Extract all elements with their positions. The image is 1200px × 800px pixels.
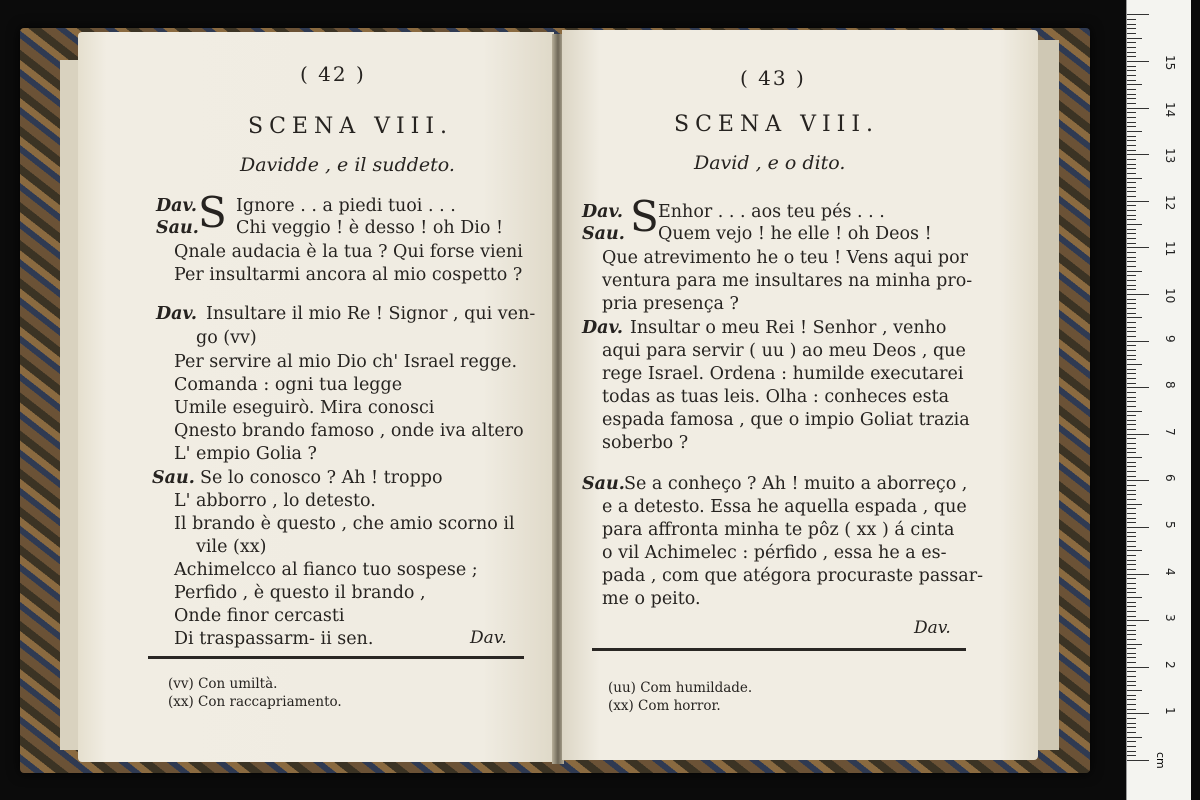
ruler-tick xyxy=(1127,513,1136,514)
ruler-tick xyxy=(1127,560,1136,561)
ruler-tick xyxy=(1127,760,1149,761)
dialogue-line: pria presença ? xyxy=(602,294,739,314)
ruler-tick xyxy=(1127,662,1136,663)
ruler-tick xyxy=(1127,271,1142,272)
ruler-tick xyxy=(1127,378,1136,379)
ruler-tick xyxy=(1127,317,1142,318)
ruler-tick xyxy=(1127,625,1136,626)
ruler-number: 5 xyxy=(1163,521,1177,529)
ruler-tick xyxy=(1127,490,1136,491)
dialogue-line: Per servire al mio Dio ch' Israel regge. xyxy=(174,352,518,372)
ruler-tick xyxy=(1127,364,1142,365)
dialogue-line: Sau. xyxy=(152,468,195,488)
ruler-tick xyxy=(1127,140,1136,141)
dialogue-line: aqui para servir ( uu ) ao meu Deos , que xyxy=(602,341,966,361)
left-page xyxy=(78,32,554,762)
ruler-number: 12 xyxy=(1163,194,1177,211)
ruler-tick xyxy=(1127,359,1136,360)
ruler-number: 3 xyxy=(1163,614,1177,622)
ruler-tick xyxy=(1127,527,1149,528)
right-page xyxy=(562,30,1038,760)
ruler-tick xyxy=(1127,33,1136,34)
dialogue-line: Dav. xyxy=(582,318,624,338)
ruler-tick xyxy=(1127,196,1136,197)
ruler-tick xyxy=(1127,681,1136,682)
ruler-tick xyxy=(1127,215,1136,216)
ruler-number: 13 xyxy=(1163,148,1177,164)
ruler-tick xyxy=(1127,70,1136,71)
ruler-tick xyxy=(1127,126,1136,127)
ruler-tick xyxy=(1127,648,1136,649)
ruler-tick xyxy=(1127,219,1136,220)
footnote-left-1: (vv) Con umiltà. xyxy=(168,676,278,692)
ruler-tick xyxy=(1127,229,1136,230)
dialogue-line: pada , com que atégora procuraste passar- xyxy=(602,566,983,586)
ruler-tick xyxy=(1127,499,1136,500)
ruler-number: 7 xyxy=(1163,427,1177,436)
ruler-tick xyxy=(1127,429,1136,430)
ruler-tick xyxy=(1127,462,1136,463)
ruler-tick xyxy=(1127,657,1136,658)
ruler-tick xyxy=(1127,639,1136,640)
ruler-tick xyxy=(1127,205,1136,206)
ruler-tick xyxy=(1127,457,1142,458)
ruler-tick xyxy=(1127,606,1136,607)
ruler-tick xyxy=(1127,504,1142,505)
ruler-tick xyxy=(1127,14,1149,15)
ruler-tick xyxy=(1127,732,1136,733)
ruler-tick xyxy=(1127,327,1136,328)
ruler-tick xyxy=(1127,47,1136,48)
ruler-tick xyxy=(1127,224,1142,225)
dialogue-line: Insultare il mio Re ! Signor , qui ven- xyxy=(206,304,536,324)
ruler-tick xyxy=(1127,131,1142,132)
dialogue-line: Il brando è questo , che amio scorno il xyxy=(174,514,515,534)
ruler-tick xyxy=(1127,103,1136,104)
dialogue-line: rege Israel. Ordena : humilde executarei xyxy=(602,364,964,384)
ruler-tick xyxy=(1127,583,1136,584)
ruler-tick xyxy=(1127,243,1136,244)
ruler-tick xyxy=(1127,373,1136,374)
ruler-tick xyxy=(1127,602,1136,603)
ruler-tick xyxy=(1127,616,1136,617)
dropcap-right: S xyxy=(630,192,659,241)
ruler-tick xyxy=(1127,247,1149,248)
ruler-tick xyxy=(1127,541,1136,542)
ruler-tick xyxy=(1127,201,1149,202)
footnote-left-2: (xx) Con raccapriamento. xyxy=(168,694,342,710)
ruler-tick xyxy=(1127,695,1136,696)
ruler-tick xyxy=(1127,387,1149,388)
ruler-tick xyxy=(1127,555,1136,556)
ruler-tick xyxy=(1127,653,1136,654)
ruler-tick xyxy=(1127,280,1136,281)
scene-subtitle-left: Davidde , e il suddeto. xyxy=(240,154,455,176)
ruler-tick xyxy=(1127,630,1136,631)
dialogue-line: todas as tuas leis. Olha : conheces esta xyxy=(602,387,950,407)
footnote-rule-right xyxy=(592,648,966,651)
ruler-tick xyxy=(1127,588,1136,589)
ruler-tick xyxy=(1127,452,1136,453)
ruler-tick xyxy=(1127,117,1136,118)
dialogue-line: Ignore . . a piedi tuoi . . . xyxy=(236,196,456,216)
ruler-tick xyxy=(1127,634,1136,635)
footnote-right-2: (xx) Com horror. xyxy=(608,698,721,714)
ruler-tick xyxy=(1127,704,1136,705)
ruler-tick xyxy=(1127,401,1136,402)
dialogue-line: Quem vejo ! he elle ! oh Deos ! xyxy=(658,224,932,244)
ruler-tick xyxy=(1127,494,1136,495)
ruler-tick xyxy=(1127,233,1136,234)
dialogue-line: Perfido , è questo il brando , xyxy=(174,583,426,603)
ruler-tick xyxy=(1127,150,1136,151)
ruler-tick xyxy=(1127,154,1149,155)
ruler-tick xyxy=(1127,84,1142,85)
dialogue-line: Di traspassarm- ii sen. xyxy=(174,629,374,649)
ruler-tick xyxy=(1127,685,1136,686)
dialogue-line: Umile eseguirò. Mira conosci xyxy=(174,398,435,418)
dialogue-line: Se lo conosco ? Ah ! troppo xyxy=(200,468,443,488)
dialogue-line: Se a conheço ? Ah ! muito a aborreço , xyxy=(624,474,968,494)
ruler-tick xyxy=(1127,448,1136,449)
dialogue-line: Chi veggio ! è desso ! oh Dio ! xyxy=(236,218,504,238)
ruler-tick xyxy=(1127,336,1136,337)
ruler-tick xyxy=(1127,136,1136,137)
dialogue-line: Sau. xyxy=(582,474,625,494)
ruler-tick xyxy=(1127,187,1136,188)
scene-title-left: SCENA VIII. xyxy=(248,114,454,139)
ruler-tick xyxy=(1127,285,1136,286)
ruler-tick xyxy=(1127,168,1136,169)
ruler-tick xyxy=(1127,42,1136,43)
ruler-tick xyxy=(1127,66,1136,67)
ruler-tick xyxy=(1127,667,1149,668)
catchword-left: Dav. xyxy=(470,628,507,648)
dialogue-line: Dav. xyxy=(582,202,624,222)
ruler-number: 2 xyxy=(1163,660,1177,669)
ruler-tick xyxy=(1127,471,1136,472)
footnote-right-1: (uu) Com humildade. xyxy=(608,680,753,696)
scene-subtitle-right: David , e o dito. xyxy=(694,152,846,174)
ruler-number: 15 xyxy=(1163,55,1177,71)
ruler-tick xyxy=(1127,341,1149,342)
ruler-tick xyxy=(1127,508,1136,509)
dialogue-line: Per insultarmi ancora al mio cospetto ? xyxy=(174,265,523,285)
ruler-number: 6 xyxy=(1163,474,1177,483)
ruler-tick xyxy=(1127,308,1136,309)
dialogue-line: o vil Achimelec : pérfido , essa he a es- xyxy=(602,543,947,563)
ruler-tick xyxy=(1127,80,1136,81)
dialogue-line: Qnesto brando famoso , onde iva altero xyxy=(174,421,524,441)
ruler-tick xyxy=(1127,723,1136,724)
ruler-tick xyxy=(1127,536,1136,537)
ruler-tick xyxy=(1127,257,1136,258)
ruler-tick xyxy=(1127,252,1136,253)
dialogue-line: Enhor . . . aos teu pés . . . xyxy=(658,202,885,222)
ruler-number: 14 xyxy=(1163,101,1177,117)
ruler-tick xyxy=(1127,164,1136,165)
ruler-tick xyxy=(1127,690,1142,691)
ruler-tick xyxy=(1127,671,1136,672)
ruler-tick xyxy=(1127,746,1136,747)
ruler-tick xyxy=(1127,19,1136,20)
ruler-number: 4 xyxy=(1163,567,1177,576)
ruler-tick xyxy=(1127,397,1136,398)
dialogue-line: Insultar o meu Rei ! Senhor , venho xyxy=(630,318,947,338)
ruler-tick xyxy=(1127,644,1142,645)
ruler-tick xyxy=(1127,755,1136,756)
ruler-number: 9 xyxy=(1163,334,1177,343)
ruler-tick xyxy=(1127,94,1136,95)
ruler-tick xyxy=(1127,122,1136,123)
ruler-tick xyxy=(1127,709,1136,710)
ruler-tick xyxy=(1127,98,1136,99)
dialogue-line: espada famosa , que o impio Goliat trazia xyxy=(602,410,970,430)
dialogue-line: para affronta minha te pôz ( xx ) á cinta xyxy=(602,520,955,540)
dialogue-line: Comanda : ogni tua legge xyxy=(174,375,403,395)
ruler-number: 11 xyxy=(1163,241,1177,257)
ruler-tick xyxy=(1127,727,1136,728)
dialogue-line: Dav. xyxy=(156,304,198,324)
ruler-tick xyxy=(1127,415,1136,416)
dialogue-line: Onde finor cercasti xyxy=(174,606,345,626)
ruler-tick xyxy=(1127,355,1136,356)
ruler-number: 1 xyxy=(1163,707,1177,716)
ruler-tick xyxy=(1127,159,1136,160)
ruler-tick xyxy=(1127,210,1136,211)
ruler-tick xyxy=(1127,313,1136,314)
ruler-tick xyxy=(1127,369,1136,370)
ruler-tick xyxy=(1127,345,1136,346)
dialogue-line: L' empio Golia ? xyxy=(174,444,317,464)
ruler-tick xyxy=(1127,532,1136,533)
ruler-tick xyxy=(1127,564,1136,565)
ruler-tick xyxy=(1127,299,1136,300)
ruler-tick xyxy=(1127,89,1136,90)
ruler-tick xyxy=(1127,289,1136,290)
ruler-tick xyxy=(1127,434,1149,435)
ruler-number: 8 xyxy=(1163,381,1177,389)
ruler-tick xyxy=(1127,406,1136,407)
ruler-tick xyxy=(1127,266,1136,267)
ruler-tick xyxy=(1127,550,1142,551)
ruler-tick xyxy=(1127,597,1142,598)
ruler-tick xyxy=(1127,411,1142,412)
ruler-tick xyxy=(1127,466,1136,467)
dialogue-line: e a detesto. Essa he aquella espada , que xyxy=(602,497,967,517)
page-number-right: ( 43 ) xyxy=(740,66,806,90)
ruler-tick xyxy=(1127,173,1136,174)
ruler-tick xyxy=(1127,238,1136,239)
ruler-tick xyxy=(1127,611,1136,612)
ruler-tick xyxy=(1127,24,1136,25)
ruler-tick xyxy=(1127,522,1136,523)
dialogue-line: me o peito. xyxy=(602,589,701,609)
ruler-tick xyxy=(1127,485,1136,486)
ruler-tick xyxy=(1127,751,1136,752)
ruler-tick xyxy=(1127,569,1136,570)
dialogue-line: go (vv) xyxy=(196,328,257,348)
ruler-tick xyxy=(1127,52,1136,53)
ruler-tick xyxy=(1127,392,1136,393)
ruler-tick xyxy=(1127,476,1136,477)
ruler-tick xyxy=(1127,699,1136,700)
dialogue-line: L' abborro , lo detesto. xyxy=(174,491,376,511)
ruler-tick xyxy=(1127,191,1136,192)
ruler-tick xyxy=(1127,303,1136,304)
ruler-tick xyxy=(1127,178,1142,179)
ruler-tick xyxy=(1127,75,1136,76)
measurement-ruler xyxy=(1126,0,1191,800)
ruler-tick xyxy=(1127,718,1136,719)
ruler-tick xyxy=(1127,420,1136,421)
dialogue-line: Achimelcco al fianco tuo sospese ; xyxy=(174,560,478,580)
ruler-tick xyxy=(1127,112,1136,113)
dialogue-line: Dav. xyxy=(156,196,198,216)
ruler-tick xyxy=(1127,546,1136,547)
dialogue-line: Sau. xyxy=(582,224,625,244)
ruler-tick xyxy=(1127,383,1136,384)
ruler-tick xyxy=(1127,350,1136,351)
ruler-tick xyxy=(1127,145,1136,146)
ruler-tick xyxy=(1127,574,1149,575)
ruler-tick xyxy=(1127,592,1136,593)
ruler-number: 10 xyxy=(1163,288,1177,304)
ruler-tick xyxy=(1127,261,1136,262)
ruler-tick xyxy=(1127,620,1149,621)
ruler-tick xyxy=(1127,737,1142,738)
ruler-tick xyxy=(1127,331,1136,332)
dialogue-line: ventura para me insultares na minha pro- xyxy=(602,271,973,291)
ruler-tick xyxy=(1127,38,1142,39)
ruler-tick xyxy=(1127,443,1136,444)
dialogue-line: Qnale audacia è la tua ? Qui forse vieni xyxy=(174,242,523,262)
ruler-tick xyxy=(1127,578,1136,579)
catchword-right: Dav. xyxy=(914,618,951,638)
ruler-tick xyxy=(1127,182,1136,183)
ruler-tick xyxy=(1127,713,1149,714)
ruler-tick xyxy=(1127,56,1136,57)
ruler-tick xyxy=(1127,424,1136,425)
page-number-left: ( 42 ) xyxy=(300,62,366,86)
footnote-rule-left xyxy=(148,656,524,659)
ruler-tick xyxy=(1127,275,1136,276)
ruler-unit-label: cm xyxy=(1154,752,1167,769)
ruler-tick xyxy=(1127,480,1149,481)
ruler-tick xyxy=(1127,322,1136,323)
ruler-tick xyxy=(1127,741,1136,742)
dialogue-line: Sau. xyxy=(156,218,199,238)
ruler-tick xyxy=(1127,108,1149,109)
dialogue-line: vile (xx) xyxy=(196,537,267,557)
dialogue-line: soberbo ? xyxy=(602,433,689,453)
ruler-tick xyxy=(1127,518,1136,519)
ruler-tick xyxy=(1127,61,1149,62)
ruler-tick xyxy=(1127,438,1136,439)
ruler-tick xyxy=(1127,676,1136,677)
ruler-tick xyxy=(1127,28,1136,29)
scene-title-right: SCENA VIII. xyxy=(674,112,880,137)
dropcap-left: S xyxy=(198,188,227,237)
ruler-tick xyxy=(1127,294,1149,295)
dialogue-line: Que atrevimento he o teu ! Vens aqui por xyxy=(602,248,969,268)
